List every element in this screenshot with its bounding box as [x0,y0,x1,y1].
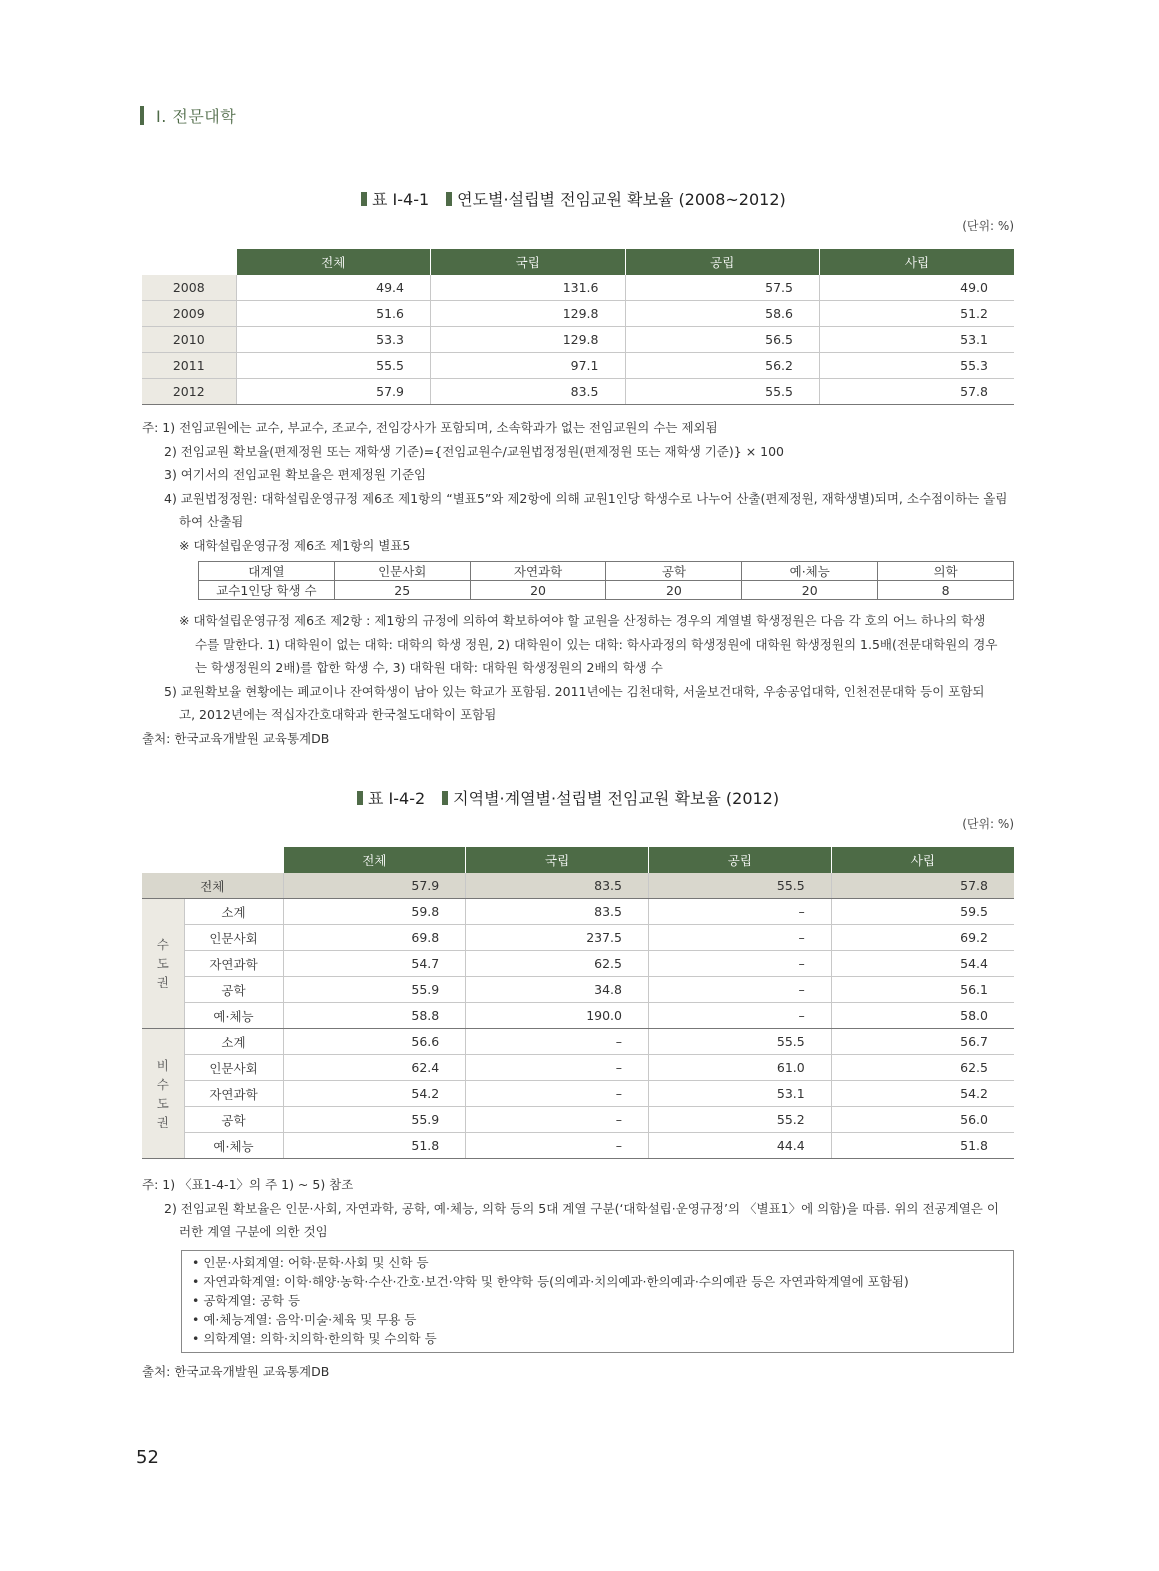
cell: 55.9 [283,977,466,1003]
cell: 58.6 [625,301,820,327]
cell: – [466,1055,649,1081]
category-item: • 공학계열: 공학 등 [192,1293,301,1308]
cell: 55.9 [283,1107,466,1133]
cell: 57.8 [831,873,1014,899]
note-5-cont: 고, 2012년에는 적십자간호대학과 한국철도대학이 포함됨 [179,707,497,722]
column-header: 사립 [820,249,1015,275]
table-row [142,925,1014,951]
cell: 55.5 [649,1029,832,1055]
caption-marker [446,192,452,206]
source-1: 출처: 한국교육개발원 교육통계DB [142,730,330,746]
row-label: 소계 [184,1029,283,1055]
table2-notes [142,1173,1022,1244]
table-row [142,1133,1014,1159]
row-label: 공학 [184,977,283,1003]
note-1: 주: 1) 전임교원에는 교수, 부교수, 조교수, 전임강사가 포함되며, 소속학과가 없는 전임교원의 수는 제외됨 [142,420,718,435]
ratio-cell: 25 [334,581,470,600]
note-5: 5) 교원확보율 현황에는 폐교이나 잔여학생이 남아 있는 학교가 포함됨. 2011년에는 김천대학, 서울보건대학, 우송공업대학, 인천전문대학 등이 포함되 [164,683,985,699]
cell: 54.2 [283,1081,466,1107]
cell: 83.5 [431,379,626,405]
reference-2-cont: 는 학생정원의 2배)를 합한 학생 수, 3) 대학원 대학: 대학원 학생정원의 2배의 학생 수 [195,660,663,675]
caption-marker [361,192,367,206]
cell: 56.0 [831,1107,1014,1133]
cell: 54.4 [831,951,1014,977]
table-row [142,327,1014,353]
table2-caption [352,786,779,809]
table-row [142,899,1014,925]
cell: 57.8 [820,379,1015,405]
column-header: 공립 [649,847,832,873]
cell: 97.1 [431,353,626,379]
cell: 51.2 [820,301,1015,327]
corner-cell [142,249,236,275]
cell: 83.5 [466,899,649,925]
table1-header-row [142,249,1014,275]
cell: 59.8 [283,899,466,925]
table-row [142,379,1014,405]
page-number: 52 [136,1447,159,1468]
table-row [142,275,1014,301]
column-header: 국립 [466,847,649,873]
cell: 129.8 [431,301,626,327]
cell: 34.8 [466,977,649,1003]
table-row [142,1055,1014,1081]
table2-unit: (단위: %) [962,817,1014,831]
row-label: 인문사회 [184,1055,283,1081]
cell: 58.0 [831,1003,1014,1029]
cell: 55.3 [820,353,1015,379]
source-2: 출처: 한국교육개발원 교육통계DB [142,1364,330,1379]
cell: 49.0 [820,275,1015,301]
cell: 61.0 [649,1055,832,1081]
cell: 53.1 [820,327,1015,353]
ratio-header-row [199,562,1014,581]
ratio-header: 의학 [878,562,1014,581]
row-year: 2012 [142,379,236,405]
cell: 57.5 [625,275,820,301]
cell: 51.8 [831,1133,1014,1159]
cell: – [466,1133,649,1159]
ratio-cell: 8 [878,581,1014,600]
cell: 62.5 [831,1055,1014,1081]
cell: 190.0 [466,1003,649,1029]
cell: 59.5 [831,899,1014,925]
table1-title: 연도별·설립별 전임교원 확보율 (2008~2012) [457,190,786,209]
cell: 55.5 [236,353,431,379]
note-4: 4) 교원법정정원: 대학설립운영규정 제6조 제1항의 “별표5”와 제2항에 의해 교원1인당 학생수로 나누어 산출(편제정원, 재학생별)되며, 소수점이하는 올림 [164,490,1008,506]
section-marker [140,106,144,125]
cell: 53.3 [236,327,431,353]
column-header: 전체 [236,249,431,275]
cell: – [466,1029,649,1055]
column-header: 전체 [283,847,466,873]
cell: 56.2 [625,353,820,379]
category-box [181,1250,1014,1353]
category-item: • 자연과학계열: 이학·해양·농학·수산·간호·보건·약학 및 한약학 등(의예과·치의예과·한의예과·수의예관 등은 자연과학계열에 포함됨) [192,1274,909,1289]
cell: 51.6 [236,301,431,327]
cell: 62.5 [466,951,649,977]
table-row [142,951,1014,977]
row-label: 자연과학 [184,1081,283,1107]
cell: – [649,977,832,1003]
cell: – [649,899,832,925]
table-row [142,977,1014,1003]
cell: 83.5 [466,873,649,899]
table-row [142,1029,1014,1055]
table1-label: 표 Ⅰ-4-1 [372,190,430,209]
cell: 131.6 [431,275,626,301]
cell: 56.7 [831,1029,1014,1055]
row-label: 전체 [142,873,283,899]
row-label: 자연과학 [184,951,283,977]
ratio-header: 예·체능 [742,562,878,581]
reference-1: ※ 대학설립운영규정 제6조 제1항의 별표5 [179,537,411,553]
table2 [142,847,1014,1159]
cell: 55.2 [649,1107,832,1133]
table1-notes [142,416,1022,557]
cell: 55.5 [649,873,832,899]
cell: – [466,1107,649,1133]
note-1: 주: 1) 〈표1-4-1〉의 주 1) ~ 5) 참조 [142,1177,354,1192]
table1-unit: (단위: %) [962,219,1014,233]
table2-header-row [142,847,1014,873]
region-label-non-capital: 비 수 도 권 [142,1029,184,1159]
row-label: 인문사회 [184,925,283,951]
cell: 56.5 [625,327,820,353]
section-title: Ⅰ. 전문대학 [156,107,237,126]
cell: 129.8 [431,327,626,353]
row-label: 예·체능 [184,1133,283,1159]
ratio-table [198,561,1014,600]
category-item: • 인문·사회계열: 어학·문학·사회 및 신학 등 [192,1255,429,1270]
row-label: 소계 [184,899,283,925]
table-row [142,353,1014,379]
note-2: 2) 전임교원 확보율(편제정원 또는 재학생 기준)={전임교원수/교원법정정원(편제정원 또는 재학생 기준)} × 100 [164,443,784,459]
table2-label: 표 Ⅰ-4-2 [368,789,426,808]
note-4-cont: 하여 산출됨 [179,514,244,529]
column-header: 사립 [831,847,1014,873]
table1 [142,249,1014,405]
category-item: • 의학계열: 의학·치의학·한의학 및 수의학 등 [192,1331,437,1346]
cell: 53.1 [649,1081,832,1107]
ratio-cell: 20 [470,581,606,600]
cell: 56.6 [283,1029,466,1055]
table1-notes-cont [142,609,1022,750]
row-year: 2008 [142,275,236,301]
row-year: 2009 [142,301,236,327]
ratio-header: 자연과학 [470,562,606,581]
note-2-cont: 러한 계열 구분에 의한 것임 [179,1224,328,1239]
cell: 69.8 [283,925,466,951]
cell: 58.8 [283,1003,466,1029]
row-year: 2011 [142,353,236,379]
column-header: 공립 [625,249,820,275]
cell: 69.2 [831,925,1014,951]
cell: 56.1 [831,977,1014,1003]
cell: – [649,925,832,951]
ratio-cell: 20 [606,581,742,600]
table-row [142,1107,1014,1133]
row-label: 공학 [184,1107,283,1133]
cell: 57.9 [283,873,466,899]
caption-marker [442,791,448,805]
ratio-value-row [199,581,1014,600]
cell: 237.5 [466,925,649,951]
ratio-header: 인문사회 [334,562,470,581]
ratio-cell: 교수1인당 학생 수 [199,581,335,600]
reference-2: ※ 대학설립운영규정 제6조 제2항 : 제1항의 규정에 의하여 확보하여야 할 교원을 산정하는 경우의 계열별 학생정원은 다음 각 호의 어느 하나의 학생 [179,613,986,628]
table1-caption [356,187,786,210]
cell: 54.2 [831,1081,1014,1107]
cell: – [649,1003,832,1029]
ratio-header: 공학 [606,562,742,581]
cell: – [466,1081,649,1107]
cell: 55.5 [625,379,820,405]
ratio-cell: 20 [742,581,878,600]
region-label-capital: 수 도 권 [142,899,184,1029]
cell: 54.7 [283,951,466,977]
cell: 44.4 [649,1133,832,1159]
caption-marker [357,791,363,805]
column-header: 국립 [431,249,626,275]
table-row [142,301,1014,327]
table2-title: 지역별·계열별·설립별 전임교원 확보율 (2012) [453,789,780,808]
row-label: 예·체능 [184,1003,283,1029]
cell: 62.4 [283,1055,466,1081]
note-2: 2) 전임교원 확보율은 인문·사회, 자연과학, 공학, 예·체능, 의학 등의 5대 계열 구분(‘대학설립·운영규정’의 〈별표1〉에 의함)을 따름. 위의 전공계열은 이 [164,1200,999,1216]
total-row [142,873,1014,899]
table-row [142,1081,1014,1107]
cell: – [649,951,832,977]
cell: 51.8 [283,1133,466,1159]
cell: 57.9 [236,379,431,405]
row-year: 2010 [142,327,236,353]
cell: 49.4 [236,275,431,301]
ratio-header: 대계열 [199,562,335,581]
corner-cell [142,847,283,873]
table-row [142,1003,1014,1029]
reference-2-cont: 수를 말한다. 1) 대학원이 없는 대학: 대학의 학생 정원, 2) 대학원이 있는 대학: 학사과정의 학생정원에 대학원 학생정원의 1.5배(전문대학원의 경우 [195,636,998,652]
category-item: • 예·체능계열: 음악·미술·체육 및 무용 등 [192,1312,417,1327]
note-3: 3) 여기서의 전임교원 확보율은 편제정원 기준임 [164,467,427,482]
